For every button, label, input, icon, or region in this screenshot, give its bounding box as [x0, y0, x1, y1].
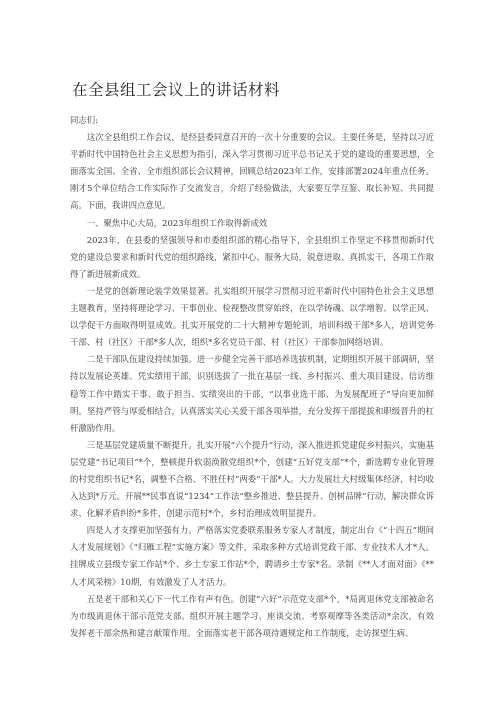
salutation: 同志们:: [70, 115, 98, 125]
section-heading: 一、聚焦中心大局，2023年组织工作取得新成效: [86, 217, 268, 228]
document-title: 在全县组工会议上的讲话材料: [72, 81, 281, 99]
paragraph: 一是党的创新理论装学效果显著。扎实组织开展学习贯彻习近平新时代中国特色社会主义思想主题教育，坚持将理论学习、干事创业、检视整改贯穿始终，在以学铸魂、以学增智、以学正风、以学促干方面取得明显成效。扎实开展党的二十大精神专题轮训，培训科级干部*多人，培训党务干部、村（社区）干部*多人次，组织*多名党员干部、村（社区）干部参加网络培训。: [70, 285, 434, 348]
paragraph: 三是基层党建质量不断提升。扎实开展“六个提升”行动，深入推进抓党建促乡村振兴，实施基层党建“书记项目”*个，整顿提升软弱涣散党组织*个，创建“五好党支部”*个，新选聘专业化管理的村党组织书记*名，调整不合格、不胜任村“两委”干部*人。大力发展壮大村级集体经济，村均收入达到*万元。开展**民事直说“1234”工作法“整乡推进、整县提升、创树品牌”行动，解决群众诉求、化解矛盾纠纷*多件，创建示范村*个，乡村治理成效明显提升。: [70, 439, 434, 519]
paragraph: 这次全县组织工作会议，是经县委同意召开的一次十分重要的会议。主要任务是，坚持以习近平新时代中国特色社会主义思想为指引，深入学习贯彻习近平总书记关于党的建设的重要思想，全面落实全国、全省、全市组织部长会议精神，回顾总结2023年工作，安排部署2024年重点任务。刚才5个单位结合工作实际作了交流发言，介绍了经验做法，大家要互学互鉴、取长补短、共同提高。下面，我讲四点意见。: [70, 132, 434, 211]
paragraph: 二是干部队伍建设持续加强。进一步健全完善干部培养选拔机制，定期组织开展干部调研，坚持以发展论英雄、凭实绩用干部，识别选拔了一批在基层一线、乡村振兴、重大项目建设、信访维稳等工作中踏实干事、敢于担当、实绩突出的干部，“以事业选干部、为发展配班子”导向更加鲜明。坚持严管与厚爱相结合，认真落实关心关爱干部各项举措，充分发挥干部提拔和职级晋升的杠杆激励作用。: [70, 354, 434, 433]
paragraph: 2023年，在县委的坚强领导和市委组织部的精心指导下，全县组织工作坚定不移贯彻新时代党的建设总要求和新时代党的组织路线，紧扣中心、服务大局，锐意进取、真抓实干，各项工作取得了新进展新成效。: [70, 234, 434, 279]
paragraph: 四是人才支撑更加坚强有力。严格落实党委联系服务专家人才制度，制定出台《“十四五”期间人才发展规划》《“归雁工程”实施方案》等文件，采取多种方式培训党政干部、专业技术人才*人。挂牌成立县级专家工作站*个、乡土专家工作站*个，聘请乡土专家*名。录制《**人才面对面》《**人才风采榜》10期，有效激发了人才活力。: [70, 525, 434, 587]
paragraph: 五是老干部和关心下一代工作有声有色。创建“六好”示范党支部*个，*局离退休党支部被命名为市级离退休干部示范党支部。组织开展主题学习、座谈交流、考察观摩等各类活动*余次，有效发挥老干部余热和建言献策作用。全面落实老干部各项待遇规定和工作制度，走访探望生病、: [70, 593, 434, 638]
document-body: [70, 112, 434, 642]
